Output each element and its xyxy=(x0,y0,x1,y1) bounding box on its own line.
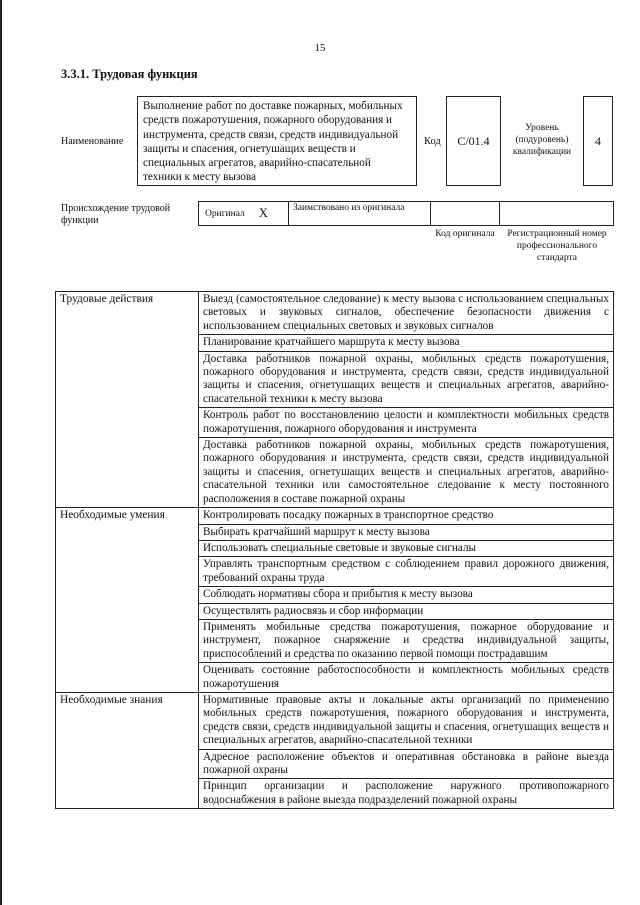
item-cell: Контроль работ по восстановлению целости и комплектности мобильных средств пожаротушения, пожарного оборудования и инструмента xyxy=(199,408,614,438)
item-cell: Принцип организации и расположение наружного противопожарного водоснабжения в районе выезда подразделений пожарной охраны xyxy=(199,779,614,809)
item-cell: Использовать специальные световые и звуковые сигналы xyxy=(199,540,614,556)
table-row xyxy=(56,508,614,524)
labor-function-table xyxy=(55,291,614,809)
item-cell: Оценивать состояние работоспособности и комплектность мобильных средств пожаротушения xyxy=(199,663,614,693)
origin-label: Происхождение трудовой функции xyxy=(61,203,171,226)
original-mark: X xyxy=(258,206,268,220)
original-cell xyxy=(198,201,289,226)
item-cell: Доставка работников пожарной охраны, мобильных средств пожаротушения, пожарного оборудования и инструмента, средств связи, средств индивидуальной защиты и спасения, огнетушащих веществ и специальных агрегатов, аварийно-спасательной техники или самостоятельное следование к месту постоянного расположения в составе пожарной охраны xyxy=(199,438,614,508)
item-cell: Управлять транспортным средством с соблюдением правил дорожного движения, требований охраны труда xyxy=(199,557,614,587)
item-cell: Контролировать посадку пожарных в транспортное средство xyxy=(199,508,614,524)
borrowed-label: Заимствовано из оригинала xyxy=(293,203,405,213)
code-value-box: C/01.4 xyxy=(446,96,501,186)
item-cell: Соблюдать нормативы сбора и прибытия к месту вызова xyxy=(199,587,614,603)
item-cell: Доставка работников пожарной охраны, мобильных средств пожаротушения, пожарного оборудования и инструмента, средств связи, средств индивидуальной защиты и спасения, огнетушащих веществ и специальных агрегатов, аварийно-спасательной техники к месту вызова xyxy=(199,351,614,408)
item-cell: Планирование кратчайшего маршрута к месту вызова xyxy=(199,335,614,351)
code-original-label: Код оригинала xyxy=(435,229,495,239)
category-cell: Трудовые действия xyxy=(56,292,199,508)
table-row xyxy=(56,692,614,749)
origin-row xyxy=(198,201,614,226)
page-number: 15 xyxy=(314,42,326,54)
original-label: Оригинал xyxy=(205,208,245,219)
code-label: Код xyxy=(424,136,441,147)
reg-number-label: Регистрационный номер профессионального стандарта xyxy=(507,229,607,263)
code-original-cell xyxy=(430,201,500,226)
section-title: 3.3.1. Трудовая функция xyxy=(61,67,198,81)
item-cell: Применять мобильные средства пожаротушения, пожарное оборудование и инструмент, пожарное снаряжение и средства индивидуальной защиты, приспособлений и средства по оказанию первой помощи пострадавшим xyxy=(199,619,614,662)
borrowed-cell xyxy=(288,201,431,226)
table-body xyxy=(56,292,614,809)
reg-number-cell xyxy=(499,201,614,226)
item-cell: Выезд (самостоятельное следование) к месту вызова с использованием специальных световых и звуковых сигналов, обеспечение безопасности движения с использованием специальных световых и звуковых сигналов xyxy=(199,292,614,335)
level-value-box: 4 xyxy=(583,96,613,186)
item-cell: Осуществлять радиосвязь и сбор информации xyxy=(199,603,614,619)
table-row xyxy=(56,292,614,335)
name-label: Наименование xyxy=(61,136,124,147)
item-cell: Выбирать кратчайший маршрут к месту вызова xyxy=(199,524,614,540)
category-cell: Необходимые знания xyxy=(56,692,199,808)
page-left-border xyxy=(0,0,2,905)
item-cell: Адресное расположение объектов и оперативная обстановка в районе выезда пожарной охраны xyxy=(199,749,614,779)
level-label: Уровень (подуровень) квалификации xyxy=(512,123,572,157)
category-cell: Необходимые умения xyxy=(56,508,199,693)
function-name-box: Выполнение работ по доставке пожарных, мобильных средств пожаротушения, пожарного оборудования и инструмента, средств связи, средств индивидуальной защиты и спасения, огнетушащих веществ и специальных агрегатов, аварийно-спасательной техники к месту вызова xyxy=(137,96,417,186)
item-cell: Нормативные правовые акты и локальные акты организаций по применению мобильных средств пожаротушения, пожарного оборудования и инструмента, средств связи, средств индивидуальной защиты и спасения, огнетушащих веществ и специальных агрегатов, аварийно-спасательной техники xyxy=(199,692,614,749)
